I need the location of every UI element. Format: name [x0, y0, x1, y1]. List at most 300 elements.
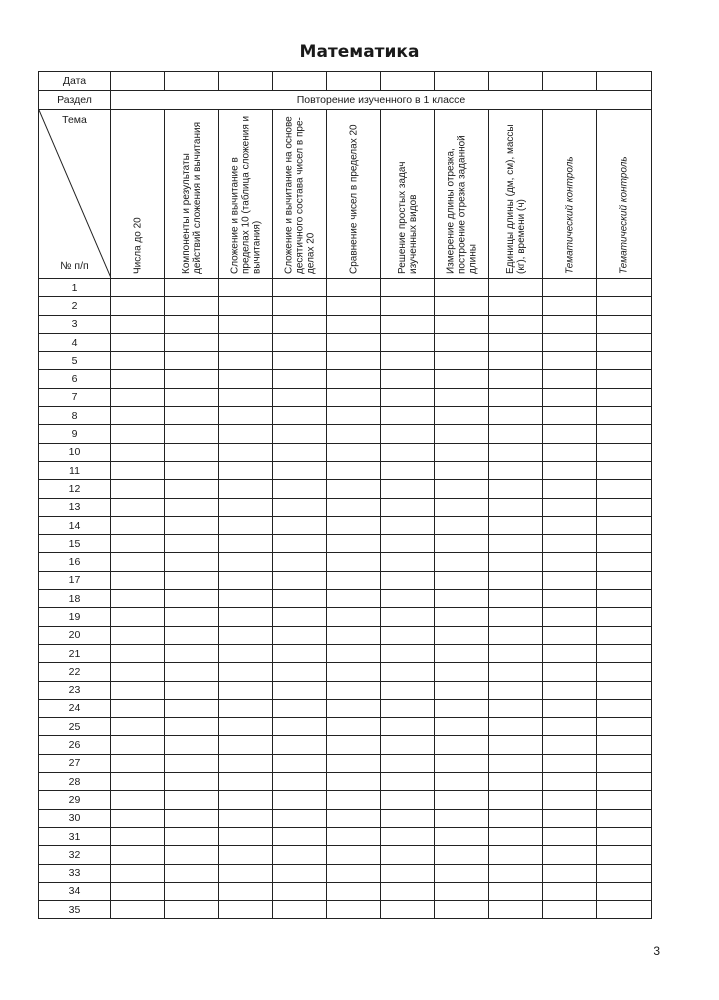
grade-cell[interactable] — [111, 644, 165, 662]
grade-cell[interactable] — [489, 461, 543, 479]
grade-cell[interactable] — [597, 608, 652, 626]
grade-cell[interactable] — [111, 443, 165, 461]
grade-cell[interactable] — [219, 827, 273, 845]
grade-cell[interactable] — [543, 590, 597, 608]
grade-cell[interactable] — [489, 809, 543, 827]
grade-cell[interactable] — [327, 663, 381, 681]
grade-cell[interactable] — [219, 699, 273, 717]
grade-cell[interactable] — [381, 791, 435, 809]
grade-cell[interactable] — [543, 498, 597, 516]
grade-cell[interactable] — [597, 279, 652, 297]
grade-cell[interactable] — [165, 608, 219, 626]
grade-cell[interactable] — [597, 846, 652, 864]
grade-cell[interactable] — [597, 754, 652, 772]
grade-cell[interactable] — [327, 516, 381, 534]
grade-cell[interactable] — [111, 754, 165, 772]
grade-cell[interactable] — [273, 279, 327, 297]
grade-cell[interactable] — [381, 553, 435, 571]
grade-cell[interactable] — [435, 718, 489, 736]
grade-cell[interactable] — [435, 279, 489, 297]
date-cell[interactable] — [435, 72, 489, 91]
grade-cell[interactable] — [327, 608, 381, 626]
grade-cell[interactable] — [327, 626, 381, 644]
grade-cell[interactable] — [273, 443, 327, 461]
grade-cell[interactable] — [435, 407, 489, 425]
grade-cell[interactable] — [435, 388, 489, 406]
grade-cell[interactable] — [111, 498, 165, 516]
grade-cell[interactable] — [273, 535, 327, 553]
grade-cell[interactable] — [597, 773, 652, 791]
grade-cell[interactable] — [165, 571, 219, 589]
grade-cell[interactable] — [165, 827, 219, 845]
grade-cell[interactable] — [165, 846, 219, 864]
grade-cell[interactable] — [597, 388, 652, 406]
grade-cell[interactable] — [381, 718, 435, 736]
grade-cell[interactable] — [597, 333, 652, 351]
grade-cell[interactable] — [273, 644, 327, 662]
grade-cell[interactable] — [597, 407, 652, 425]
grade-cell[interactable] — [381, 846, 435, 864]
grade-cell[interactable] — [219, 590, 273, 608]
grade-cell[interactable] — [165, 773, 219, 791]
grade-cell[interactable] — [327, 590, 381, 608]
grade-cell[interactable] — [273, 590, 327, 608]
grade-cell[interactable] — [219, 644, 273, 662]
grade-cell[interactable] — [543, 388, 597, 406]
grade-cell[interactable] — [327, 425, 381, 443]
grade-cell[interactable] — [543, 443, 597, 461]
grade-cell[interactable] — [435, 882, 489, 900]
grade-cell[interactable] — [381, 864, 435, 882]
grade-cell[interactable] — [273, 370, 327, 388]
grade-cell[interactable] — [543, 901, 597, 919]
grade-cell[interactable] — [219, 443, 273, 461]
grade-cell[interactable] — [381, 644, 435, 662]
grade-cell[interactable] — [273, 827, 327, 845]
grade-cell[interactable] — [435, 535, 489, 553]
grade-cell[interactable] — [165, 553, 219, 571]
grade-cell[interactable] — [435, 901, 489, 919]
grade-cell[interactable] — [435, 626, 489, 644]
grade-cell[interactable] — [489, 827, 543, 845]
grade-cell[interactable] — [165, 333, 219, 351]
grade-cell[interactable] — [273, 736, 327, 754]
grade-cell[interactable] — [273, 718, 327, 736]
grade-cell[interactable] — [381, 699, 435, 717]
grade-cell[interactable] — [489, 736, 543, 754]
grade-cell[interactable] — [219, 553, 273, 571]
grade-cell[interactable] — [435, 425, 489, 443]
grade-cell[interactable] — [111, 352, 165, 370]
grade-cell[interactable] — [219, 809, 273, 827]
grade-cell[interactable] — [327, 644, 381, 662]
grade-cell[interactable] — [435, 846, 489, 864]
grade-cell[interactable] — [597, 315, 652, 333]
grade-cell[interactable] — [165, 681, 219, 699]
grade-cell[interactable] — [327, 279, 381, 297]
grade-cell[interactable] — [489, 571, 543, 589]
grade-cell[interactable] — [165, 791, 219, 809]
grade-cell[interactable] — [489, 535, 543, 553]
grade-cell[interactable] — [273, 425, 327, 443]
grade-cell[interactable] — [381, 571, 435, 589]
grade-cell[interactable] — [111, 407, 165, 425]
grade-cell[interactable] — [327, 718, 381, 736]
grade-cell[interactable] — [111, 827, 165, 845]
grade-cell[interactable] — [219, 535, 273, 553]
grade-cell[interactable] — [111, 736, 165, 754]
grade-cell[interactable] — [273, 846, 327, 864]
grade-cell[interactable] — [327, 736, 381, 754]
grade-cell[interactable] — [543, 480, 597, 498]
grade-cell[interactable] — [111, 864, 165, 882]
grade-cell[interactable] — [597, 590, 652, 608]
grade-cell[interactable] — [327, 333, 381, 351]
grade-cell[interactable] — [543, 773, 597, 791]
grade-cell[interactable] — [111, 809, 165, 827]
grade-cell[interactable] — [597, 699, 652, 717]
grade-cell[interactable] — [381, 901, 435, 919]
grade-cell[interactable] — [219, 882, 273, 900]
grade-cell[interactable] — [489, 901, 543, 919]
grade-cell[interactable] — [327, 370, 381, 388]
grade-cell[interactable] — [327, 791, 381, 809]
grade-cell[interactable] — [111, 846, 165, 864]
grade-cell[interactable] — [543, 791, 597, 809]
grade-cell[interactable] — [219, 608, 273, 626]
grade-cell[interactable] — [489, 626, 543, 644]
grade-cell[interactable] — [435, 699, 489, 717]
grade-cell[interactable] — [597, 827, 652, 845]
grade-cell[interactable] — [273, 663, 327, 681]
grade-cell[interactable] — [219, 791, 273, 809]
grade-cell[interactable] — [381, 773, 435, 791]
grade-cell[interactable] — [273, 901, 327, 919]
grade-cell[interactable] — [381, 516, 435, 534]
grade-cell[interactable] — [543, 864, 597, 882]
grade-cell[interactable] — [165, 315, 219, 333]
grade-cell[interactable] — [381, 590, 435, 608]
grade-cell[interactable] — [219, 626, 273, 644]
grade-cell[interactable] — [111, 626, 165, 644]
grade-cell[interactable] — [543, 370, 597, 388]
grade-cell[interactable] — [111, 388, 165, 406]
grade-cell[interactable] — [273, 571, 327, 589]
date-cell[interactable] — [381, 72, 435, 91]
grade-cell[interactable] — [489, 644, 543, 662]
grade-cell[interactable] — [543, 827, 597, 845]
grade-cell[interactable] — [219, 407, 273, 425]
grade-cell[interactable] — [489, 279, 543, 297]
grade-cell[interactable] — [435, 516, 489, 534]
grade-cell[interactable] — [597, 297, 652, 315]
grade-cell[interactable] — [543, 809, 597, 827]
grade-cell[interactable] — [435, 736, 489, 754]
grade-cell[interactable] — [543, 315, 597, 333]
date-cell[interactable] — [219, 72, 273, 91]
grade-cell[interactable] — [597, 626, 652, 644]
grade-cell[interactable] — [165, 461, 219, 479]
grade-cell[interactable] — [327, 352, 381, 370]
grade-cell[interactable] — [597, 718, 652, 736]
grade-cell[interactable] — [219, 480, 273, 498]
grade-cell[interactable] — [489, 754, 543, 772]
grade-cell[interactable] — [489, 333, 543, 351]
grade-cell[interactable] — [219, 754, 273, 772]
grade-cell[interactable] — [489, 882, 543, 900]
grade-cell[interactable] — [327, 882, 381, 900]
grade-cell[interactable] — [489, 352, 543, 370]
grade-cell[interactable] — [435, 571, 489, 589]
grade-cell[interactable] — [597, 425, 652, 443]
grade-cell[interactable] — [543, 644, 597, 662]
grade-cell[interactable] — [597, 571, 652, 589]
grade-cell[interactable] — [381, 352, 435, 370]
grade-cell[interactable] — [273, 553, 327, 571]
grade-cell[interactable] — [381, 736, 435, 754]
grade-cell[interactable] — [489, 663, 543, 681]
grade-cell[interactable] — [543, 333, 597, 351]
grade-cell[interactable] — [273, 608, 327, 626]
grade-cell[interactable] — [597, 516, 652, 534]
grade-cell[interactable] — [435, 480, 489, 498]
grade-cell[interactable] — [597, 553, 652, 571]
grade-cell[interactable] — [165, 882, 219, 900]
grade-cell[interactable] — [381, 297, 435, 315]
grade-cell[interactable] — [597, 480, 652, 498]
grade-cell[interactable] — [111, 279, 165, 297]
grade-cell[interactable] — [543, 663, 597, 681]
grade-cell[interactable] — [597, 736, 652, 754]
grade-cell[interactable] — [165, 443, 219, 461]
grade-cell[interactable] — [543, 297, 597, 315]
grade-cell[interactable] — [381, 626, 435, 644]
grade-cell[interactable] — [219, 352, 273, 370]
grade-cell[interactable] — [381, 315, 435, 333]
grade-cell[interactable] — [273, 480, 327, 498]
grade-cell[interactable] — [381, 279, 435, 297]
grade-cell[interactable] — [219, 736, 273, 754]
grade-cell[interactable] — [597, 443, 652, 461]
grade-cell[interactable] — [381, 370, 435, 388]
grade-cell[interactable] — [165, 754, 219, 772]
grade-cell[interactable] — [597, 901, 652, 919]
grade-cell[interactable] — [381, 425, 435, 443]
grade-cell[interactable] — [219, 461, 273, 479]
grade-cell[interactable] — [543, 352, 597, 370]
grade-cell[interactable] — [489, 718, 543, 736]
grade-cell[interactable] — [489, 681, 543, 699]
grade-cell[interactable] — [165, 535, 219, 553]
date-cell[interactable] — [543, 72, 597, 91]
date-cell[interactable] — [111, 72, 165, 91]
grade-cell[interactable] — [435, 461, 489, 479]
grade-cell[interactable] — [111, 663, 165, 681]
grade-cell[interactable] — [543, 736, 597, 754]
grade-cell[interactable] — [489, 480, 543, 498]
date-cell[interactable] — [273, 72, 327, 91]
grade-cell[interactable] — [219, 864, 273, 882]
grade-cell[interactable] — [381, 681, 435, 699]
grade-cell[interactable] — [489, 846, 543, 864]
grade-cell[interactable] — [111, 608, 165, 626]
grade-cell[interactable] — [435, 773, 489, 791]
grade-cell[interactable] — [165, 626, 219, 644]
grade-cell[interactable] — [165, 644, 219, 662]
grade-cell[interactable] — [111, 590, 165, 608]
grade-cell[interactable] — [435, 352, 489, 370]
grade-cell[interactable] — [597, 791, 652, 809]
grade-cell[interactable] — [435, 315, 489, 333]
grade-cell[interactable] — [165, 901, 219, 919]
grade-cell[interactable] — [381, 754, 435, 772]
grade-cell[interactable] — [327, 809, 381, 827]
grade-cell[interactable] — [543, 425, 597, 443]
grade-cell[interactable] — [597, 864, 652, 882]
grade-cell[interactable] — [543, 846, 597, 864]
grade-cell[interactable] — [219, 370, 273, 388]
grade-cell[interactable] — [111, 461, 165, 479]
grade-cell[interactable] — [435, 590, 489, 608]
grade-cell[interactable] — [597, 809, 652, 827]
grade-cell[interactable] — [327, 461, 381, 479]
grade-cell[interactable] — [435, 791, 489, 809]
grade-cell[interactable] — [489, 773, 543, 791]
grade-cell[interactable] — [327, 681, 381, 699]
grade-cell[interactable] — [327, 388, 381, 406]
grade-cell[interactable] — [543, 535, 597, 553]
grade-cell[interactable] — [435, 754, 489, 772]
grade-cell[interactable] — [435, 663, 489, 681]
grade-cell[interactable] — [273, 773, 327, 791]
grade-cell[interactable] — [111, 315, 165, 333]
grade-cell[interactable] — [435, 608, 489, 626]
grade-cell[interactable] — [597, 663, 652, 681]
grade-cell[interactable] — [273, 516, 327, 534]
grade-cell[interactable] — [327, 773, 381, 791]
grade-cell[interactable] — [381, 882, 435, 900]
grade-cell[interactable] — [165, 663, 219, 681]
grade-cell[interactable] — [435, 297, 489, 315]
grade-cell[interactable] — [273, 864, 327, 882]
grade-cell[interactable] — [543, 461, 597, 479]
grade-cell[interactable] — [165, 297, 219, 315]
grade-cell[interactable] — [165, 407, 219, 425]
grade-cell[interactable] — [597, 352, 652, 370]
grade-cell[interactable] — [111, 425, 165, 443]
grade-cell[interactable] — [543, 626, 597, 644]
grade-cell[interactable] — [219, 516, 273, 534]
grade-cell[interactable] — [111, 370, 165, 388]
grade-cell[interactable] — [219, 297, 273, 315]
grade-cell[interactable] — [435, 333, 489, 351]
grade-cell[interactable] — [597, 535, 652, 553]
grade-cell[interactable] — [489, 699, 543, 717]
grade-cell[interactable] — [597, 644, 652, 662]
date-cell[interactable] — [165, 72, 219, 91]
grade-cell[interactable] — [273, 681, 327, 699]
grade-cell[interactable] — [597, 882, 652, 900]
grade-cell[interactable] — [219, 333, 273, 351]
grade-cell[interactable] — [381, 663, 435, 681]
grade-cell[interactable] — [327, 846, 381, 864]
grade-cell[interactable] — [219, 498, 273, 516]
grade-cell[interactable] — [489, 370, 543, 388]
grade-cell[interactable] — [165, 279, 219, 297]
grade-cell[interactable] — [273, 882, 327, 900]
grade-cell[interactable] — [111, 333, 165, 351]
grade-cell[interactable] — [327, 699, 381, 717]
grade-cell[interactable] — [111, 699, 165, 717]
grade-cell[interactable] — [489, 608, 543, 626]
grade-cell[interactable] — [273, 407, 327, 425]
grade-cell[interactable] — [219, 315, 273, 333]
grade-cell[interactable] — [435, 809, 489, 827]
date-cell[interactable] — [489, 72, 543, 91]
grade-cell[interactable] — [273, 754, 327, 772]
grade-cell[interactable] — [273, 388, 327, 406]
grade-cell[interactable] — [435, 370, 489, 388]
grade-cell[interactable] — [219, 773, 273, 791]
grade-cell[interactable] — [435, 864, 489, 882]
grade-cell[interactable] — [435, 681, 489, 699]
grade-cell[interactable] — [165, 352, 219, 370]
grade-cell[interactable] — [219, 571, 273, 589]
grade-cell[interactable] — [327, 498, 381, 516]
grade-cell[interactable] — [489, 516, 543, 534]
grade-cell[interactable] — [165, 590, 219, 608]
grade-cell[interactable] — [111, 718, 165, 736]
grade-cell[interactable] — [327, 407, 381, 425]
grade-cell[interactable] — [435, 443, 489, 461]
grade-cell[interactable] — [543, 754, 597, 772]
grade-cell[interactable] — [597, 681, 652, 699]
grade-cell[interactable] — [273, 315, 327, 333]
grade-cell[interactable] — [489, 297, 543, 315]
grade-cell[interactable] — [111, 571, 165, 589]
grade-cell[interactable] — [489, 864, 543, 882]
grade-cell[interactable] — [165, 736, 219, 754]
grade-cell[interactable] — [381, 333, 435, 351]
grade-cell[interactable] — [165, 699, 219, 717]
grade-cell[interactable] — [111, 791, 165, 809]
grade-cell[interactable] — [111, 681, 165, 699]
grade-cell[interactable] — [543, 882, 597, 900]
grade-cell[interactable] — [165, 809, 219, 827]
grade-cell[interactable] — [435, 553, 489, 571]
grade-cell[interactable] — [597, 461, 652, 479]
grade-cell[interactable] — [489, 553, 543, 571]
grade-cell[interactable] — [165, 480, 219, 498]
grade-cell[interactable] — [489, 590, 543, 608]
date-cell[interactable] — [327, 72, 381, 91]
grade-cell[interactable] — [273, 333, 327, 351]
grade-cell[interactable] — [543, 718, 597, 736]
grade-cell[interactable] — [543, 608, 597, 626]
grade-cell[interactable] — [165, 388, 219, 406]
grade-cell[interactable] — [219, 279, 273, 297]
grade-cell[interactable] — [327, 535, 381, 553]
grade-cell[interactable] — [273, 809, 327, 827]
grade-cell[interactable] — [327, 571, 381, 589]
grade-cell[interactable] — [435, 644, 489, 662]
grade-cell[interactable] — [219, 846, 273, 864]
grade-cell[interactable] — [381, 443, 435, 461]
grade-cell[interactable] — [327, 315, 381, 333]
grade-cell[interactable] — [219, 388, 273, 406]
grade-cell[interactable] — [489, 388, 543, 406]
grade-cell[interactable] — [327, 827, 381, 845]
